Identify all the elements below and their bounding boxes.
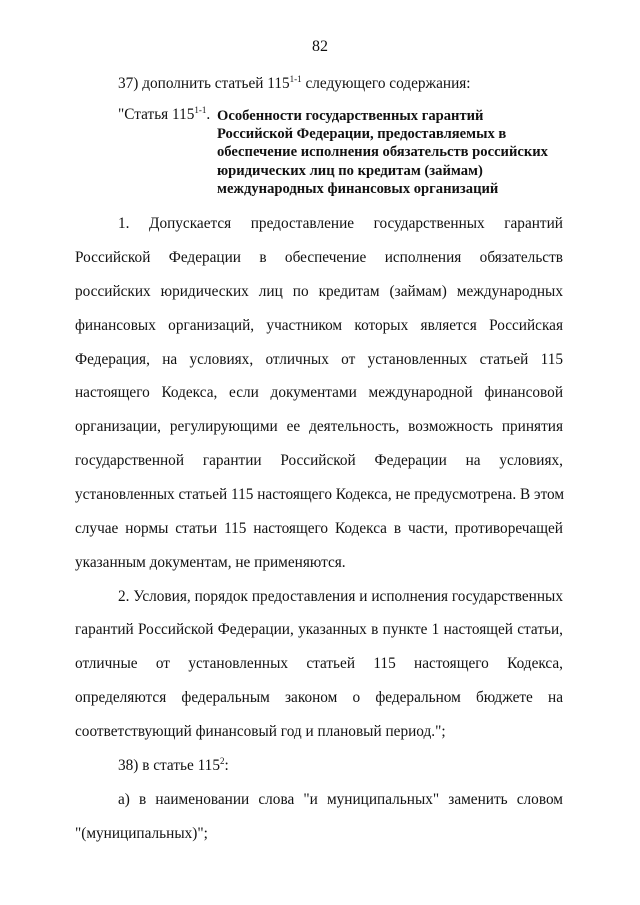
item-38-text-end: : <box>224 757 229 774</box>
article-title-line: обеспечение исполнения обязательств российских <box>217 144 548 161</box>
paragraph-1-line: российских юридических лиц по кредитам (займам) международных <box>75 283 563 300</box>
paragraph-2-line: отличные от установленных статьей 115 настоящего Кодекса, <box>75 655 563 672</box>
article-title-line: международных финансовых организаций <box>217 180 499 197</box>
paragraph-1-line: Российской Федерации в обеспечение исполнения обязательств <box>75 249 563 266</box>
paragraph-1-line: финансовых организаций, участником которых является Российская <box>75 317 563 334</box>
article-heading <box>118 107 210 122</box>
item-37-superscript: 1-1 <box>289 74 302 84</box>
paragraph-1-last-line: указанным документам, не применяются. <box>75 554 346 571</box>
item-38-text: 38) в статье 115 <box>118 757 220 774</box>
paragraph-1-line: 1. Допускается предоставление государственных гарантий <box>118 215 563 232</box>
paragraph-2-line: определяются федеральным законом о федеральном бюджете на <box>75 689 563 706</box>
article-label: "Статья 115 <box>118 106 195 123</box>
item-38-superscript: 2 <box>219 756 225 766</box>
item-38a-last-line: "(муниципальных)"; <box>75 825 208 842</box>
paragraph-1-line: случае нормы статьи 115 настоящего Кодекса в части, противоречащей <box>75 520 563 537</box>
item-37-text-end: следующего содержания: <box>301 75 471 92</box>
item-38 <box>118 758 229 773</box>
paragraph-2-line: 2. Условия, порядок предоставления и исполнения государственных <box>118 588 563 605</box>
item-37 <box>118 76 471 91</box>
paragraph-1-line: Федерация, на условиях, отличных от установленных статьей 115 <box>75 351 563 368</box>
article-title-line: юридических лиц по кредитам (займам) <box>217 162 483 179</box>
paragraph-2-last-line: соответствующий финансовый год и плановый период."; <box>75 723 446 740</box>
article-title-line: Особенности государственных гарантий <box>217 108 484 124</box>
item-37-text: 37) дополнить статьей 115 <box>118 75 290 92</box>
page-number: 82 <box>312 38 328 55</box>
paragraph-1-line: организации, регулирующими ее деятельность, возможность принятия <box>75 418 563 435</box>
paragraph-1-line: установленных статьей 115 настоящего Кодекса, не предусмотрена. В этом <box>75 486 565 503</box>
paragraph-2-line: гарантий Российской Федерации, указанных в пункте 1 настоящей статьи, <box>75 621 563 638</box>
article-title <box>217 107 577 198</box>
article-title-line: Российской Федерации, предоставляемых в <box>217 126 507 143</box>
article-label-superscript: 1-1 <box>194 105 207 115</box>
paragraph-1-line: настоящего Кодекса, если документами международной финансовой <box>75 384 563 401</box>
item-38a-line: а) в наименовании слова "и муниципальных" заменить словом <box>118 791 563 808</box>
paragraph-1-line: государственной гарантии Российской Федерации на условиях, <box>75 452 563 469</box>
article-label-end: . <box>206 106 211 123</box>
